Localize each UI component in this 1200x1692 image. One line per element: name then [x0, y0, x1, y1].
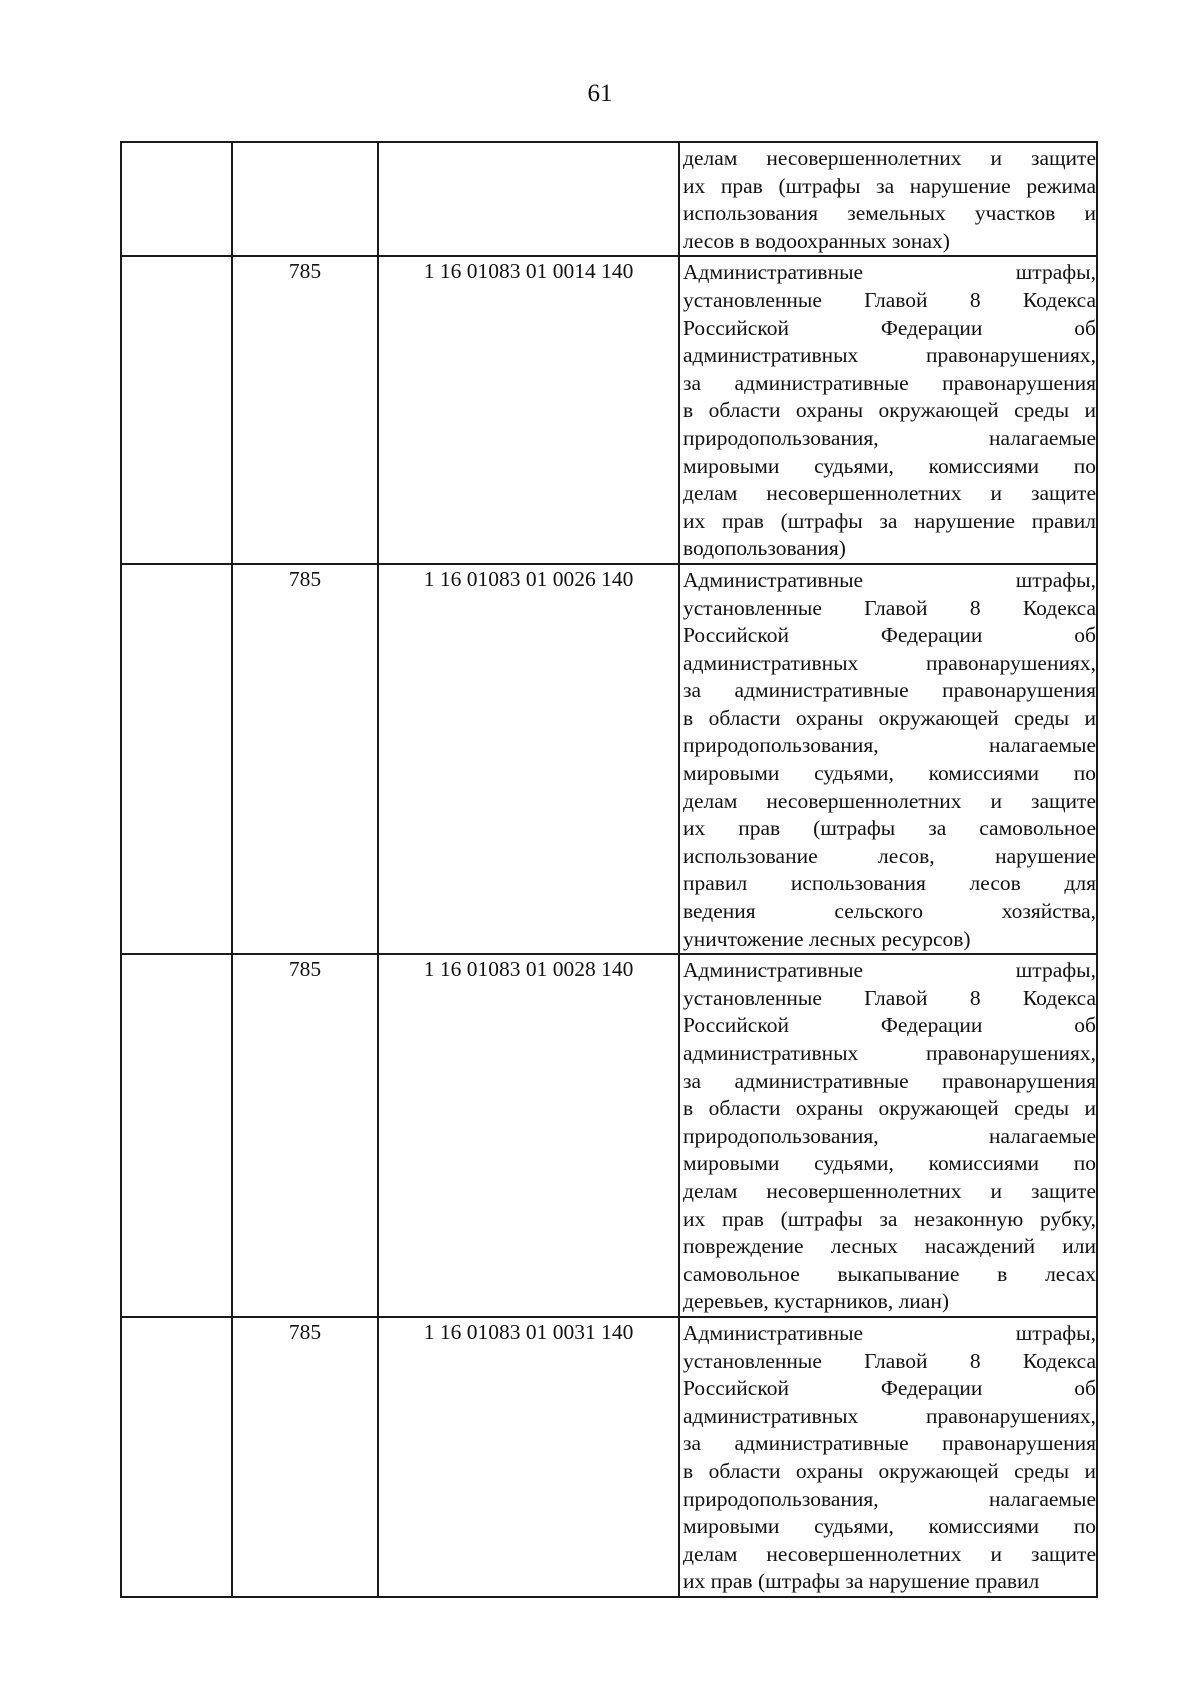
income-description-cell [679, 142, 1097, 256]
description-line: в области охраны окружающей среды и [683, 1458, 1096, 1483]
description-line: установленные Главой 8 Кодекса [683, 595, 1096, 620]
budget-classification-code-cell: 1 16 01083 01 0026 140 [378, 564, 679, 954]
description-line: их прав (штрафы за самовольное [683, 816, 1096, 841]
description-line: Российской Федерации об [683, 315, 1096, 340]
description-line: Российской Федерации об [683, 1376, 1096, 1401]
description-line: делам несовершеннолетних и защите [683, 146, 1096, 170]
income-description-cell [679, 1317, 1097, 1597]
budget-classification-code-cell: 1 16 01083 01 0031 140 [378, 1317, 679, 1597]
description-line: административных правонарушениях, [683, 1041, 1096, 1065]
description-line: делам несовершеннолетних и защите [683, 481, 1096, 506]
description-line: делам несовершеннолетних и защите [683, 1541, 1096, 1566]
budget-codes-table [120, 141, 1098, 1598]
description-line: их прав (штрафы за нарушение режима [683, 173, 1096, 198]
description-line: использования земельных участков и [683, 201, 1096, 226]
description-line: мировыми судьями, комиссиями по [683, 453, 1096, 478]
income-description-cell [679, 564, 1097, 954]
description-line: их прав (штрафы за нарушение правил [683, 1569, 1040, 1594]
description-line: Российской Федерации об [683, 623, 1096, 648]
description-line: мировыми судьями, комиссиями по [683, 761, 1096, 786]
empty-cell [121, 954, 232, 1317]
description-line: мировыми судьями, комиссиями по [683, 1151, 1096, 1176]
description-line: за административные правонарушения [683, 1068, 1096, 1093]
table-row [121, 1317, 1097, 1597]
description-line: в области охраны окружающей среды и [683, 705, 1096, 730]
description-line: установленные Главой 8 Кодекса [683, 287, 1096, 312]
budget-classification-code-cell: 1 16 01083 01 0028 140 [378, 954, 679, 1317]
table-row [121, 256, 1097, 564]
description-line: их прав (штрафы за нарушение правил [683, 508, 1096, 533]
table-row [121, 564, 1097, 954]
description-line: использование лесов, нарушение [683, 843, 1096, 868]
description-line: за административные правонарушения [683, 370, 1096, 395]
description-line: повреждение лесных насаждений или [683, 1234, 1096, 1259]
description-line: самовольное выкапывание в лесах [683, 1261, 1096, 1286]
budget-classification-code-cell [378, 142, 679, 256]
admin-code-cell: 785 [232, 564, 378, 954]
description-line: делам несовершеннолетних и защите [683, 788, 1096, 813]
page-number: 61 [587, 80, 613, 107]
description-line: природопользования, налагаемые [683, 733, 1096, 758]
income-description-cell [679, 256, 1097, 564]
description-line: в области охраны окружающей среды и [683, 1096, 1096, 1121]
description-line: административных правонарушениях, [683, 343, 1096, 368]
description-line: за административные правонарушения [683, 678, 1096, 703]
description-line: Административные штрафы, [683, 567, 1096, 592]
table-row [121, 954, 1097, 1317]
admin-code-cell: 785 [232, 256, 378, 564]
description-line: в области охраны окружающей среды и [683, 398, 1096, 423]
admin-code-cell [232, 142, 378, 256]
empty-cell [121, 256, 232, 564]
description-line: административных правонарушениях, [683, 1403, 1096, 1428]
description-line: за административные правонарушения [683, 1431, 1096, 1456]
description-line: природопользования, налагаемые [683, 1123, 1096, 1148]
description-line: водопользования) [683, 536, 846, 561]
description-line: лесов в водоохранных зонах) [683, 228, 950, 253]
description-line: деревьев, кустарников, лиан) [683, 1289, 950, 1314]
income-description-cell [679, 954, 1097, 1317]
empty-cell [121, 1317, 232, 1597]
description-line: Административные штрафы, [683, 260, 1096, 285]
description-line: природопользования, налагаемые [683, 425, 1096, 450]
description-line: природопользования, налагаемые [683, 1486, 1096, 1511]
admin-code-cell: 785 [232, 954, 378, 1317]
description-line: Административные штрафы, [683, 958, 1096, 983]
description-line: правил использования лесов для [683, 871, 1096, 896]
description-line: Административные штрафы, [683, 1320, 1096, 1345]
description-line: установленные Главой 8 Кодекса [683, 985, 1096, 1010]
description-line: уничтожение лесных ресурсов) [683, 926, 971, 951]
budget-classification-code-cell: 1 16 01083 01 0014 140 [378, 256, 679, 564]
description-line: их прав (штрафы за незаконную рубку, [683, 1206, 1096, 1231]
description-line: делам несовершеннолетних и защите [683, 1178, 1096, 1203]
table-row [121, 142, 1097, 256]
description-line: ведения сельского хозяйства, [683, 899, 1096, 924]
description-line: установленные Главой 8 Кодекса [683, 1348, 1096, 1373]
empty-cell [121, 142, 232, 256]
empty-cell [121, 564, 232, 954]
description-line: административных правонарушениях, [683, 650, 1096, 675]
description-line: мировыми судьями, комиссиями по [683, 1514, 1096, 1539]
description-line: Российской Федерации об [683, 1013, 1096, 1038]
admin-code-cell: 785 [232, 1317, 378, 1597]
